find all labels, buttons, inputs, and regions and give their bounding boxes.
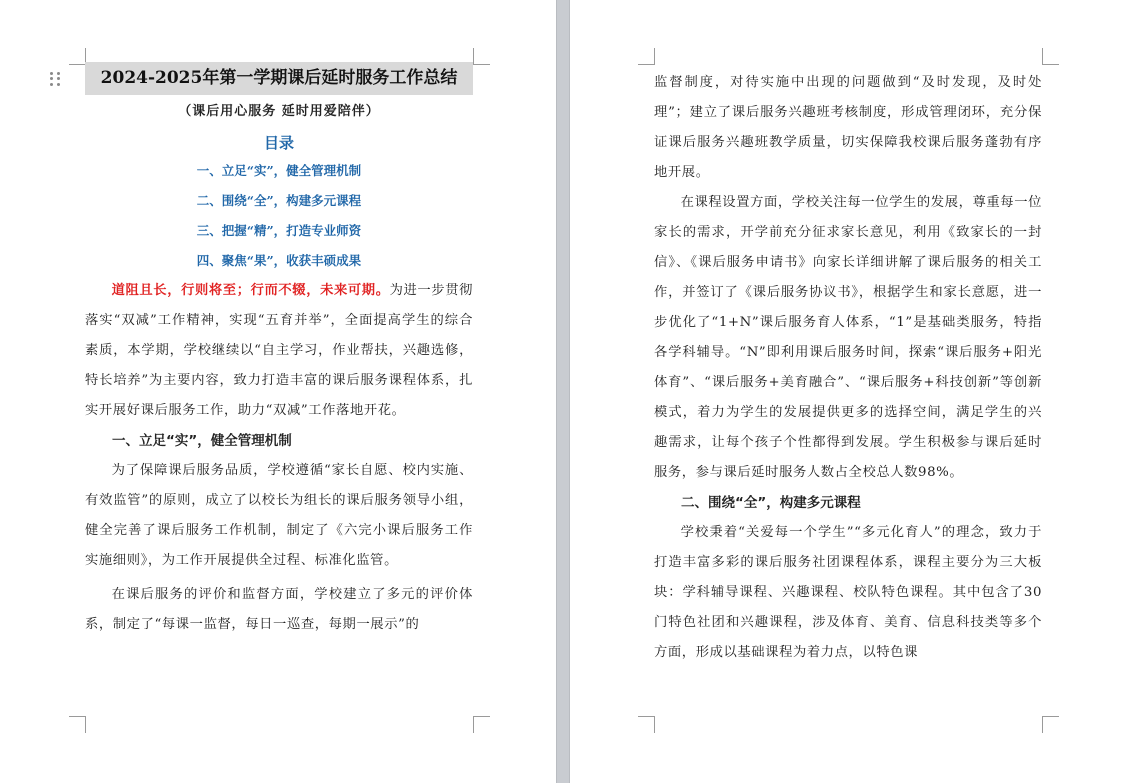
intro-text: 为进一步贯彻落实“双减”工作精神，实现“五育并举”，全面提高学生的综合素质，本学期，学校继续以“自主学习，作业帮扶，兴趣选修，特长培养”为主要内容，致力打造丰富的课后服务课程体系，扎实开展好课后服务工作，助力“双减”工作落地开花。 bbox=[85, 283, 473, 418]
toc-item-3[interactable]: 三、把握“精”，打造专业师资 bbox=[196, 223, 362, 238]
margin-corner-bottom-left bbox=[638, 716, 655, 733]
page-content-right bbox=[654, 68, 1042, 668]
margin-corner-bottom-right bbox=[473, 716, 490, 733]
section-1-paragraph-1: 为了保障课后服务品质，学校遵循“家长自愿、校内实施、有效监管”的原则，成立了以校长为组长的课后服务领导小组，健全完善了课后服务工作机制，制定了《六完小课后服务工作实施细则》，为工作开展提供全过程、标准化监管。 bbox=[85, 463, 473, 568]
page-gutter bbox=[556, 0, 570, 783]
section-1-paragraph-2: 在课后服务的评价和监督方面，学校建立了多元的评价体系，制定了“每课一监督，每日一巡查，每期一展示”的 bbox=[85, 587, 473, 632]
toc-heading: 目录 bbox=[263, 134, 294, 152]
page-content-left bbox=[85, 62, 473, 640]
document-title[interactable]: 2024-2025年第一学期课后延时服务工作总结 bbox=[85, 62, 473, 95]
margin-corner-top-right bbox=[473, 48, 490, 65]
intro-highlight: 道阻且长，行则将至；行而不辍，未来可期。 bbox=[111, 283, 390, 298]
toc-item-1[interactable]: 一、立足“实”，健全管理机制 bbox=[196, 163, 362, 178]
document-page-right bbox=[570, 0, 1125, 783]
toc-item-2[interactable]: 二、围绕“全”，构建多元课程 bbox=[196, 193, 362, 208]
section-2-heading: 二、围绕“全”，构建多元课程 bbox=[681, 495, 861, 511]
section-2-paragraph-1: 学校秉着“关爱每一个学生”“多元化育人”的理念，致力于打造丰富多彩的课后服务社团课程体系，课程主要分为三大板块：学科辅导课程、兴趣课程、校队特色课程。其中包含了30门特色社团和兴趣课程，涉及体育、美育、信息科技类等多个方面，形成以基础课程为着力点，以特色课 bbox=[654, 525, 1042, 660]
toc-item-4[interactable]: 四、聚焦“果”，收获丰硕成果 bbox=[196, 253, 362, 268]
margin-corner-top-right bbox=[1042, 48, 1059, 65]
margin-corner-bottom-right bbox=[1042, 716, 1059, 733]
continued-paragraph: 监督制度，对待实施中出现的问题做到“及时发现，及时处理”；建立了课后服务兴趣班考核制度，形成管理闭环，充分保证课后服务兴趣班教学质量，切实保障我校课后服务蓬勃有序地开展。 bbox=[654, 75, 1042, 180]
document-subtitle: （课后用心服务 延时用爱陪伴） bbox=[178, 104, 380, 119]
document-page-left bbox=[0, 0, 556, 783]
course-setup-paragraph: 在课程设置方面，学校关注每一位学生的发展，尊重每一位家长的需求，开学前充分征求家长意见，利用《致家长的一封信》、《课后服务申请书》向家长详细讲解了课后服务的相关工作，并签订了《课后服务协议书》，根据学生和家长意愿，进一步优化了“1+N”课后服务育人体系，“1”是基础类服务，特指各学科辅导。“N”即利用课后服务时间，探索“课后服务+阳光体育”、“课后服务+美育融合”、“课后服务+科技创新”等创新模式，着力为学生的发展提供更多的选择空间，满足学生的兴趣需求，让每个孩子个性都得到发展。学生积极参与课后延时服务，参与课后延时服务人数占全校总人数98%。 bbox=[654, 195, 1042, 480]
intro-paragraph bbox=[85, 276, 473, 426]
margin-corner-top-left bbox=[69, 48, 86, 65]
drag-handle-icon[interactable] bbox=[50, 72, 62, 86]
margin-corner-top-left bbox=[638, 48, 655, 65]
margin-corner-bottom-left bbox=[69, 716, 86, 733]
section-1-heading: 一、立足“实”，健全管理机制 bbox=[112, 433, 292, 449]
